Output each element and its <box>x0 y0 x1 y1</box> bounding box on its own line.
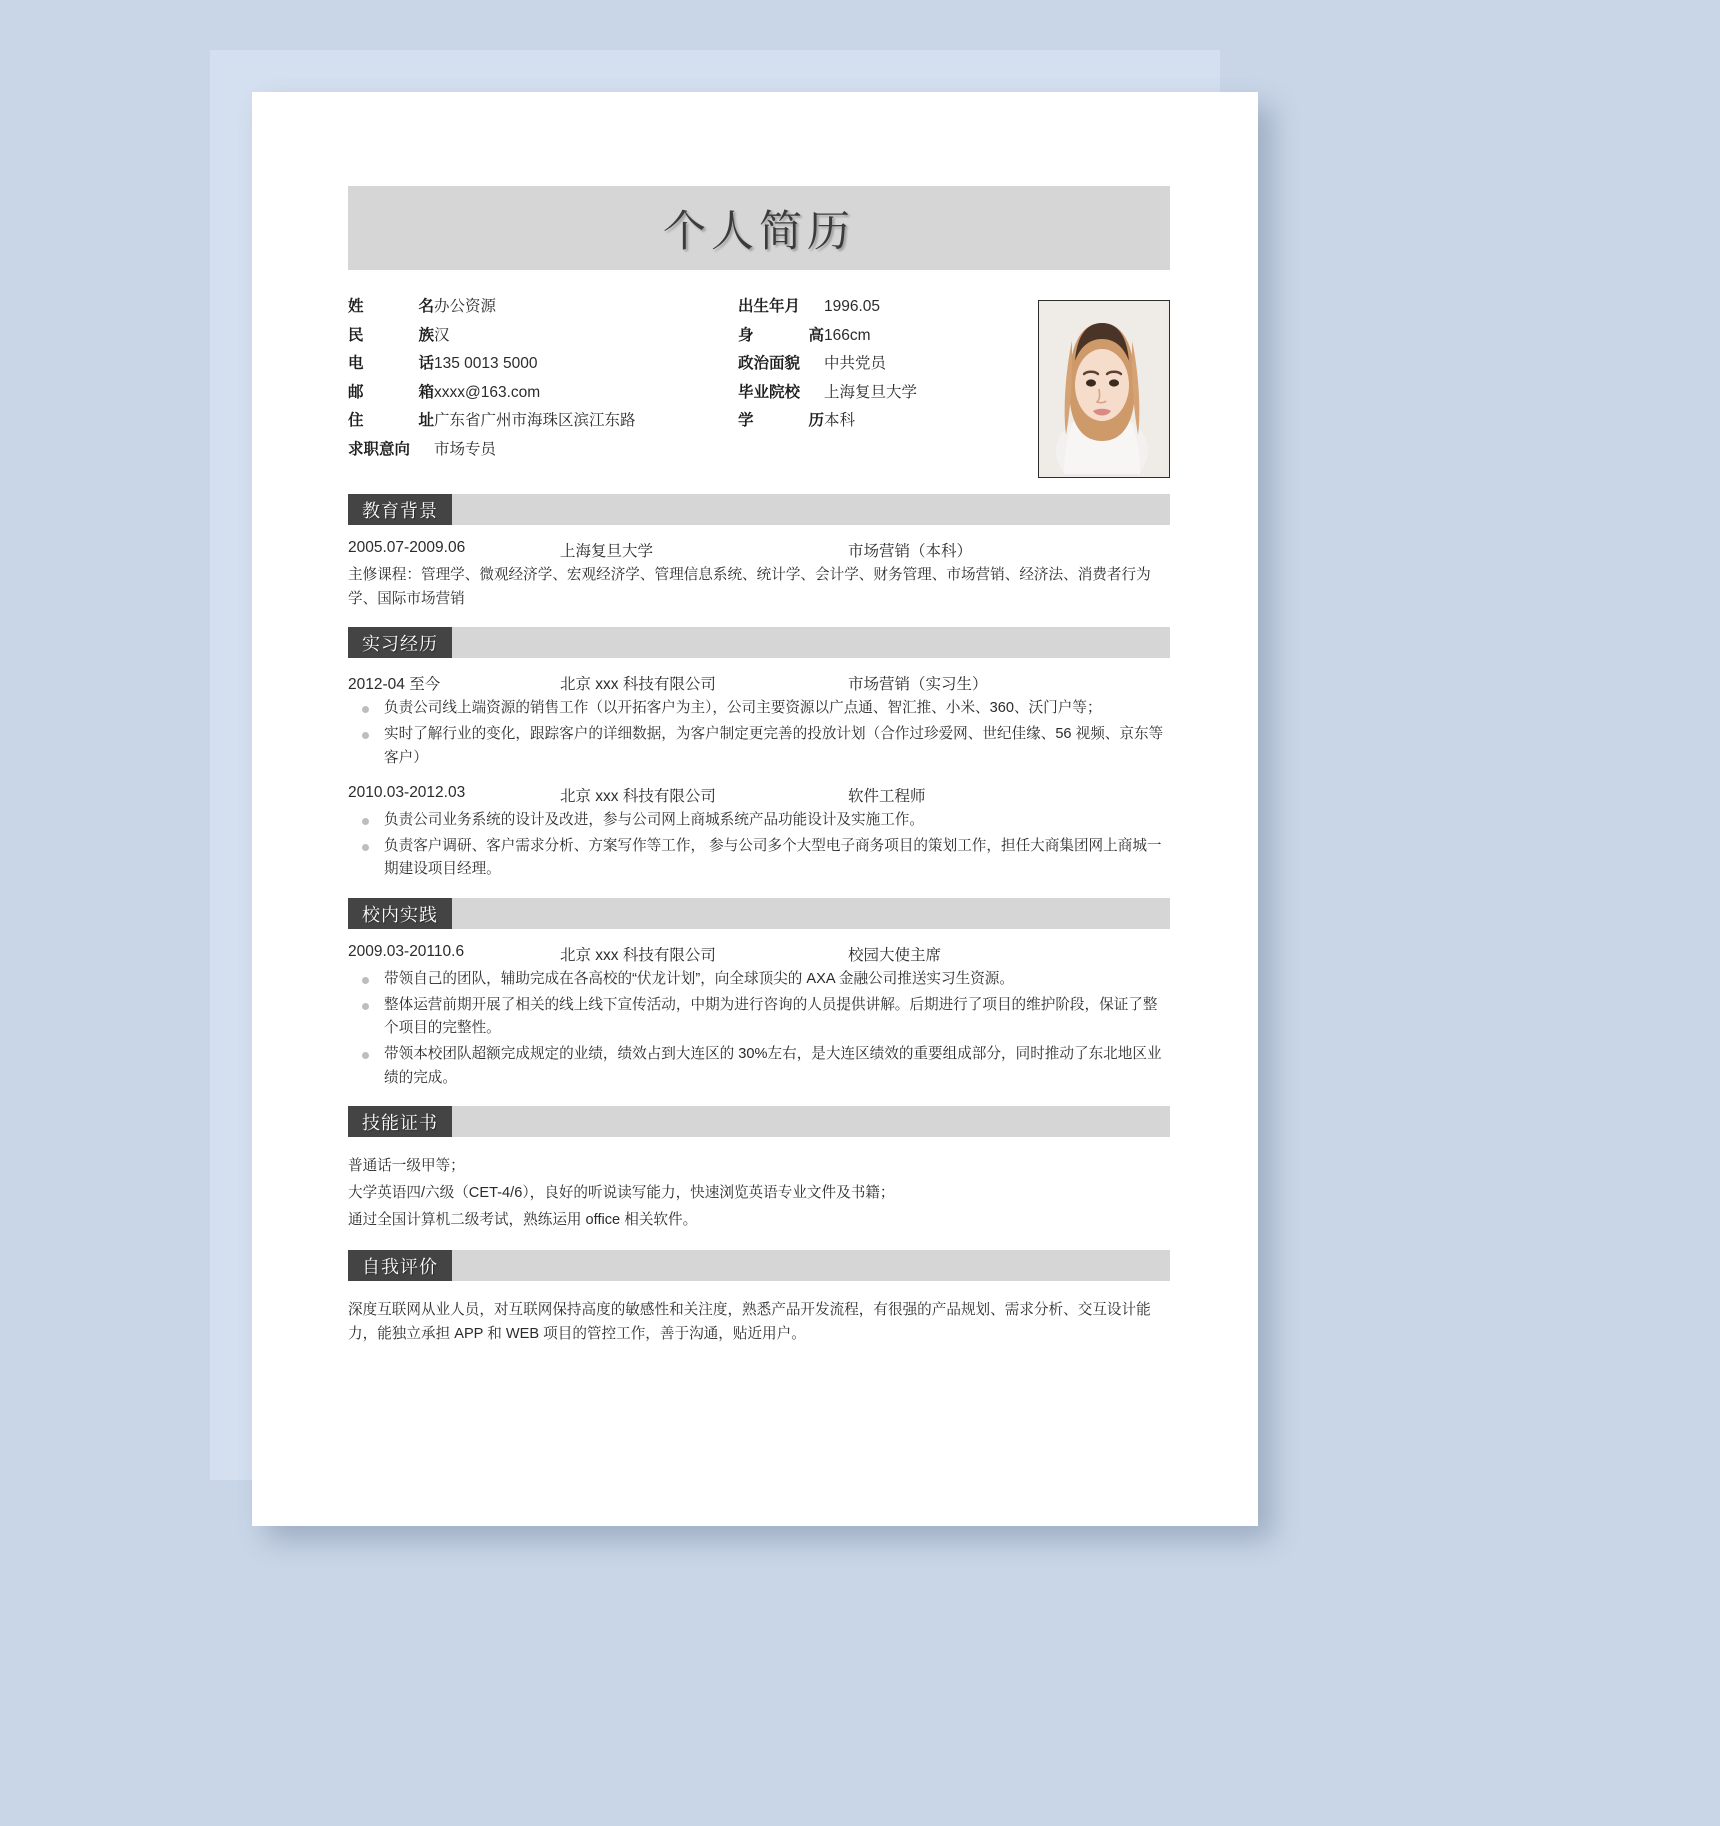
info-value: 135 0013 5000 <box>434 355 538 372</box>
entry-role: 软件工程师 <box>848 788 926 806</box>
list-item-text: 负责公司业务系统的设计及改进，参与公司网上商城系统产品功能设计及实施工作。 <box>384 812 924 829</box>
info-value: 本科 <box>824 412 856 429</box>
personal-info-left-column <box>348 294 738 478</box>
info-row <box>738 351 1038 380</box>
list-item <box>348 835 1170 882</box>
bullet-dot-icon <box>362 706 369 713</box>
info-row <box>738 408 1038 437</box>
entry-date: 2009.03-20110.6 <box>348 943 465 961</box>
info-value: 166cm <box>824 326 871 344</box>
info-label: 政治面貌 <box>738 355 801 372</box>
portrait-illustration <box>1039 301 1166 474</box>
section-header-campus <box>348 898 1170 929</box>
skills-line: 普通话一级甲等； <box>348 1158 465 1175</box>
list-item-text: 整体运营前期开展了相关的线上线下宣传活动，中期为进行咨询的人员提供讲解。后期进行了项目的维护阶段，保证了整个项目的完整性。 <box>384 996 1158 1037</box>
internship-bullets <box>348 697 1170 770</box>
info-label: 毕业院校 <box>738 383 801 401</box>
info-value: 市场专员 <box>434 440 497 458</box>
entry-date: 2012-04 至今 <box>348 676 441 694</box>
info-row <box>348 408 738 437</box>
resume-content <box>348 186 1170 1347</box>
info-label: 民 族 <box>348 326 434 344</box>
entry-role: 校园大使主席 <box>848 947 942 965</box>
personal-info-right-column <box>738 294 1038 478</box>
info-value: 1996.05 <box>824 298 881 315</box>
evaluation-text: 深度互联网从业人员，对互联网保持高度的敏感性和关注度，熟悉产品开发流程，有很强的产品规划、需求分析、交互设计能力，能独立承担 APP 和 WEB 项目的管控工作，善于沟通，贴近用户。 <box>348 1302 1151 1342</box>
info-label: 学 历 <box>738 412 824 429</box>
section-header-skills <box>348 1106 1170 1137</box>
info-value: 广东省广州市海珠区滨江东路 <box>434 412 636 429</box>
list-item-text: 实时了解行业的变化，跟踪客户的详细数据，为客户制定更完善的投放计划（合作过珍爱网、世纪佳缘、56 视频、京东等客户） <box>384 725 1164 766</box>
internship-bullets <box>348 809 1170 882</box>
list-item-text: 带领自己的团队，辅助完成在各高校的“伏龙计划”，向全球顶尖的 AXA 金融公司推送实习生资源。 <box>384 971 1014 988</box>
info-row <box>348 351 738 380</box>
resume-title-banner <box>348 186 1170 270</box>
education-courses: 主修课程：管理学、微观经济学、宏观经济学、管理信息系统、统计学、会计学、财务管理、市场营销、经济法、消费者行为学、国际市场营销 <box>348 567 1151 607</box>
bullet-dot-icon <box>362 1052 369 1059</box>
info-row <box>738 380 1038 409</box>
info-row <box>738 323 1038 352</box>
info-row <box>348 437 738 466</box>
info-row <box>348 380 738 409</box>
section-header-evaluation <box>348 1250 1170 1281</box>
info-row <box>348 323 738 352</box>
list-item-text: 负责客户调研、客户需求分析、方案写作等工作， 参与公司多个大型电子商务项目的策划工作，担任大商集团网上商城一期建设项目经理。 <box>384 837 1162 878</box>
entry-organization: 上海复旦大学 <box>560 543 654 560</box>
list-item <box>348 723 1170 770</box>
list-item <box>348 994 1170 1041</box>
bullet-dot-icon <box>362 732 369 739</box>
info-label: 电 话 <box>348 355 434 372</box>
bullet-dot-icon <box>362 1003 369 1010</box>
info-value: 中共党员 <box>824 355 887 372</box>
list-item <box>348 1043 1170 1090</box>
entry-date: 2005.07-2009.06 <box>348 539 466 556</box>
section-title: 自我评价 <box>348 1250 452 1281</box>
page-title: 个人简历 <box>663 206 855 257</box>
list-item-text: 带领本校团队超额完成规定的业绩，绩效占到大连区的 30%左右，是大连区绩效的重要组成部分，同时推动了东北地区业绩的完成。 <box>384 1046 1162 1086</box>
skills-content <box>348 1153 1170 1234</box>
list-item <box>348 968 1170 992</box>
entry-date: 2010.03-2012.03 <box>348 784 466 802</box>
section-title: 校内实践 <box>348 898 452 929</box>
info-label: 住 址 <box>348 412 434 429</box>
list-item <box>348 697 1170 721</box>
info-label: 身 高 <box>738 326 824 344</box>
section-title: 实习经历 <box>348 627 452 658</box>
info-row <box>738 294 1038 323</box>
bullet-dot-icon <box>362 977 369 984</box>
internship-entry-head <box>348 672 1170 694</box>
entry-organization: 北京 xxx 科技有限公司 <box>560 788 716 806</box>
info-label: 求职意向 <box>348 440 411 458</box>
info-label: 姓 名 <box>348 298 434 315</box>
campus-bullets <box>348 968 1170 1090</box>
entry-organization: 北京 xxx 科技有限公司 <box>560 947 716 965</box>
list-item <box>348 809 1170 833</box>
info-row <box>348 294 738 323</box>
evaluation-content <box>348 1299 1170 1346</box>
info-value: 办公资源 <box>434 298 497 315</box>
entry-organization: 北京 xxx 科技有限公司 <box>560 676 716 694</box>
skills-line: 通过全国计算机二级考试，熟练运用 office 相关软件。 <box>348 1212 698 1229</box>
info-label: 出生年月 <box>738 298 801 315</box>
section-header-internship <box>348 627 1170 658</box>
profile-photo <box>1038 300 1170 478</box>
section-header-education <box>348 494 1170 525</box>
info-value: 汉 <box>434 326 450 344</box>
info-value: xxxx@163.com <box>434 383 541 401</box>
list-item-text: 负责公司线上端资源的销售工作（以开拓客户为主），公司主要资源以广点通、智汇推、小米、360、沃门户等； <box>384 700 1102 717</box>
bullet-dot-icon <box>362 818 369 825</box>
campus-entry-head <box>348 943 1170 965</box>
entry-role: 市场营销（本科） <box>848 543 973 560</box>
personal-info-block <box>348 294 1170 478</box>
education-entry-head <box>348 539 1170 561</box>
section-title: 技能证书 <box>348 1106 452 1137</box>
bullet-dot-icon <box>362 844 369 851</box>
info-label: 邮 箱 <box>348 383 434 401</box>
skills-line: 大学英语四/六级（CET-4/6），良好的听说读写能力，快速浏览英语专业文件及书籍； <box>348 1185 895 1202</box>
entry-role: 市场营销（实习生） <box>848 676 988 694</box>
internship-entry-head <box>348 784 1170 806</box>
info-value: 上海复旦大学 <box>824 383 918 401</box>
resume-page <box>252 92 1258 1526</box>
section-title: 教育背景 <box>348 494 452 525</box>
